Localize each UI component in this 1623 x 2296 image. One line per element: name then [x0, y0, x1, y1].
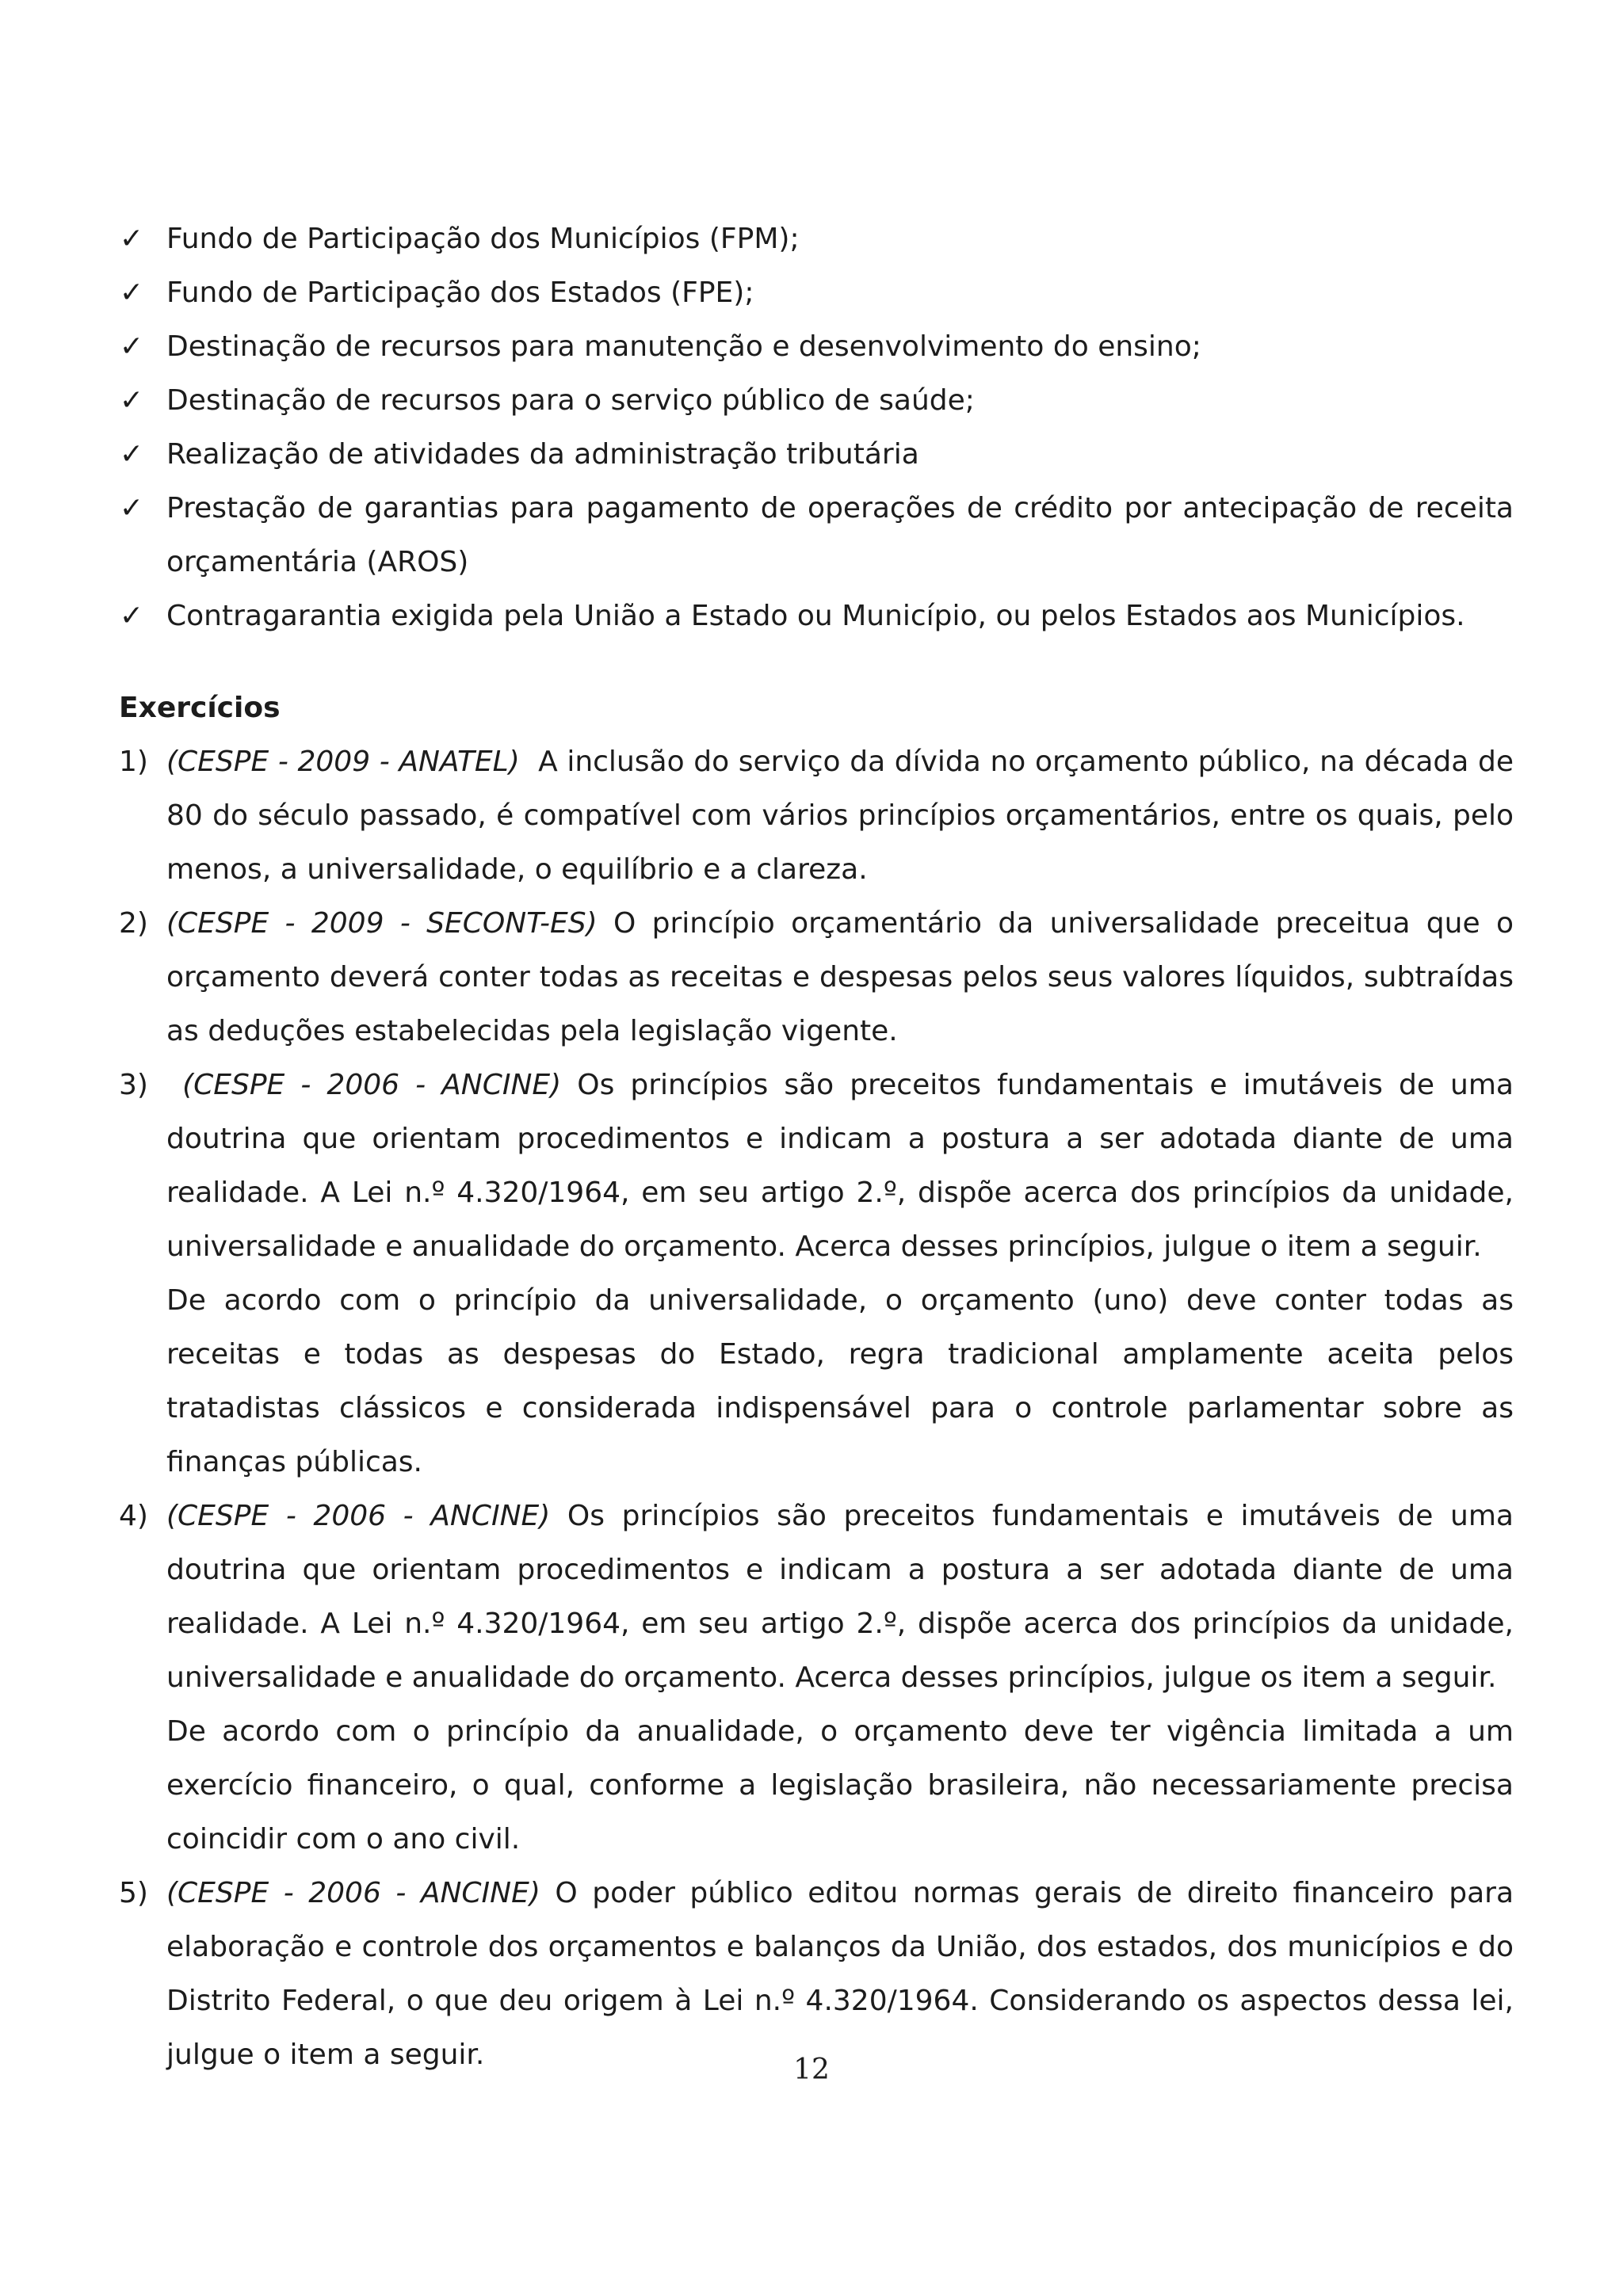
checklist-item-text: Destinação de recursos para manutenção e desenvolvimento do ensino; — [166, 330, 1201, 363]
checklist-item-text: Fundo de Participação dos Municípios (FPM); — [166, 223, 800, 255]
exercise-text: Os princípios são preceitos fundamentais e imutáveis de uma doutrina que orientam procedimentos e indicam a postura a ser adotada diante de uma realidade. A Lei n.º 4.320/1964, em seu artigo 2.º, dispõe acerca dos princípios da unidade, universalidade e anualidade do orçamento. Acerca desses princípios, julgue o item a seguir. — [166, 1069, 1514, 1263]
checklist-item-text: Contragarantia exigida pela União a Estado ou Município, ou pelos Estados aos Municípios. — [166, 600, 1465, 632]
checklist-item — [119, 374, 1514, 428]
check-icon: ✓ — [119, 384, 144, 417]
exercise-text: O princípio orçamentário da universalidade preceitua que o orçamento deverá conter todas as receitas e despesas pelos seus valores líquidos, subtraídas as deduções estabelecidas pela legislação vigente. — [166, 907, 1514, 1047]
check-icon: ✓ — [119, 223, 144, 255]
exercise-statement: De acordo com o princípio da universalidade, o orçamento (uno) deve conter todas as receitas e todas as despesas do Estado, regra tradicional amplamente aceita pelos tratadistas clássicos e considerada indispensável para o controle parlamentar sobre as finanças públicas. — [166, 1284, 1514, 1478]
checklist-item-text: Fundo de Participação dos Estados (FPE); — [166, 277, 754, 309]
check-icon: ✓ — [119, 277, 144, 309]
exercise-item — [119, 1489, 1514, 1867]
exercise-paragraph — [166, 897, 1514, 1058]
exercise-text: Os princípios são preceitos fundamentais e imutáveis de uma doutrina que orientam procedimentos e indicam a postura a ser adotada diante de uma realidade. A Lei n.º 4.320/1964, em seu artigo 2.º, dispõe acerca dos princípios da unidade, universalidade e anualidade do orçamento. Acerca desses princípios, julgue os item a seguir. — [166, 1500, 1514, 1694]
exercise-source: (CESPE - 2006 - ANCINE) — [166, 1500, 551, 1532]
exercise-paragraph — [166, 1058, 1514, 1274]
checklist-item — [119, 589, 1514, 643]
check-icon: ✓ — [119, 600, 144, 632]
exercise-number: 4) — [119, 1500, 148, 1532]
exercise-statement: De acordo com o princípio da anualidade, o orçamento deve ter vigência limitada a um exercício financeiro, o qual, conforme a legislação brasileira, não necessariamente precisa coincidir com o ano civil. — [166, 1715, 1514, 1855]
exercise-item — [119, 735, 1514, 897]
exercise-source: (CESPE - 2006 - ANCINE) — [182, 1069, 562, 1101]
exercise-number: 2) — [119, 907, 148, 940]
page-number: 12 — [793, 2054, 830, 2086]
check-icon: ✓ — [119, 438, 144, 471]
checklist-item-text: Realização de atividades da administração tributária — [166, 438, 919, 471]
checklist-item — [119, 482, 1514, 589]
exercise-list — [119, 735, 1514, 2082]
exercise-paragraph — [166, 1489, 1514, 1705]
exercises-heading: Exercícios — [119, 692, 281, 724]
exercise-number: 3) — [119, 1069, 148, 1101]
checklist-item — [119, 320, 1514, 374]
checklist — [119, 212, 1514, 643]
page-content — [119, 212, 1514, 2082]
check-icon: ✓ — [119, 330, 144, 363]
check-icon: ✓ — [119, 492, 144, 524]
checklist-item — [119, 212, 1514, 266]
checklist-item — [119, 266, 1514, 320]
exercise-source: (CESPE - 2009 - ANATEL) — [166, 746, 520, 778]
exercise-source: (CESPE - 2009 - SECONT-ES) — [166, 907, 598, 940]
exercise-text: O poder público editou normas gerais de direito financeiro para elaboração e controle dos orçamentos e balanços da União, dos estados, dos municípios e do Distrito Federal, o que deu origem à Lei n.º 4.320/1964. Considerando os aspectos dessa lei, julgue o item a seguir. — [166, 1877, 1514, 2071]
exercise-text: A inclusão do serviço da dívida no orçamento público, na década de 80 do século passado, é compatível com vários princípios orçamentários, entre os quais, pelo menos, a universalidade, o equilíbrio e a clareza. — [166, 746, 1514, 886]
exercise-source: (CESPE - 2006 - ANCINE) — [166, 1877, 540, 1909]
exercise-number: 5) — [119, 1877, 148, 1909]
checklist-item-text: Destinação de recursos para o serviço público de saúde; — [166, 384, 975, 417]
exercise-number: 1) — [119, 746, 148, 778]
checklist-item — [119, 428, 1514, 482]
exercise-paragraph — [166, 735, 1514, 897]
exercise-item — [119, 1058, 1514, 1489]
checklist-item-text: Prestação de garantias para pagamento de operações de crédito por antecipação de receita orçamentária (AROS) — [166, 492, 1514, 578]
exercise-item — [119, 897, 1514, 1058]
